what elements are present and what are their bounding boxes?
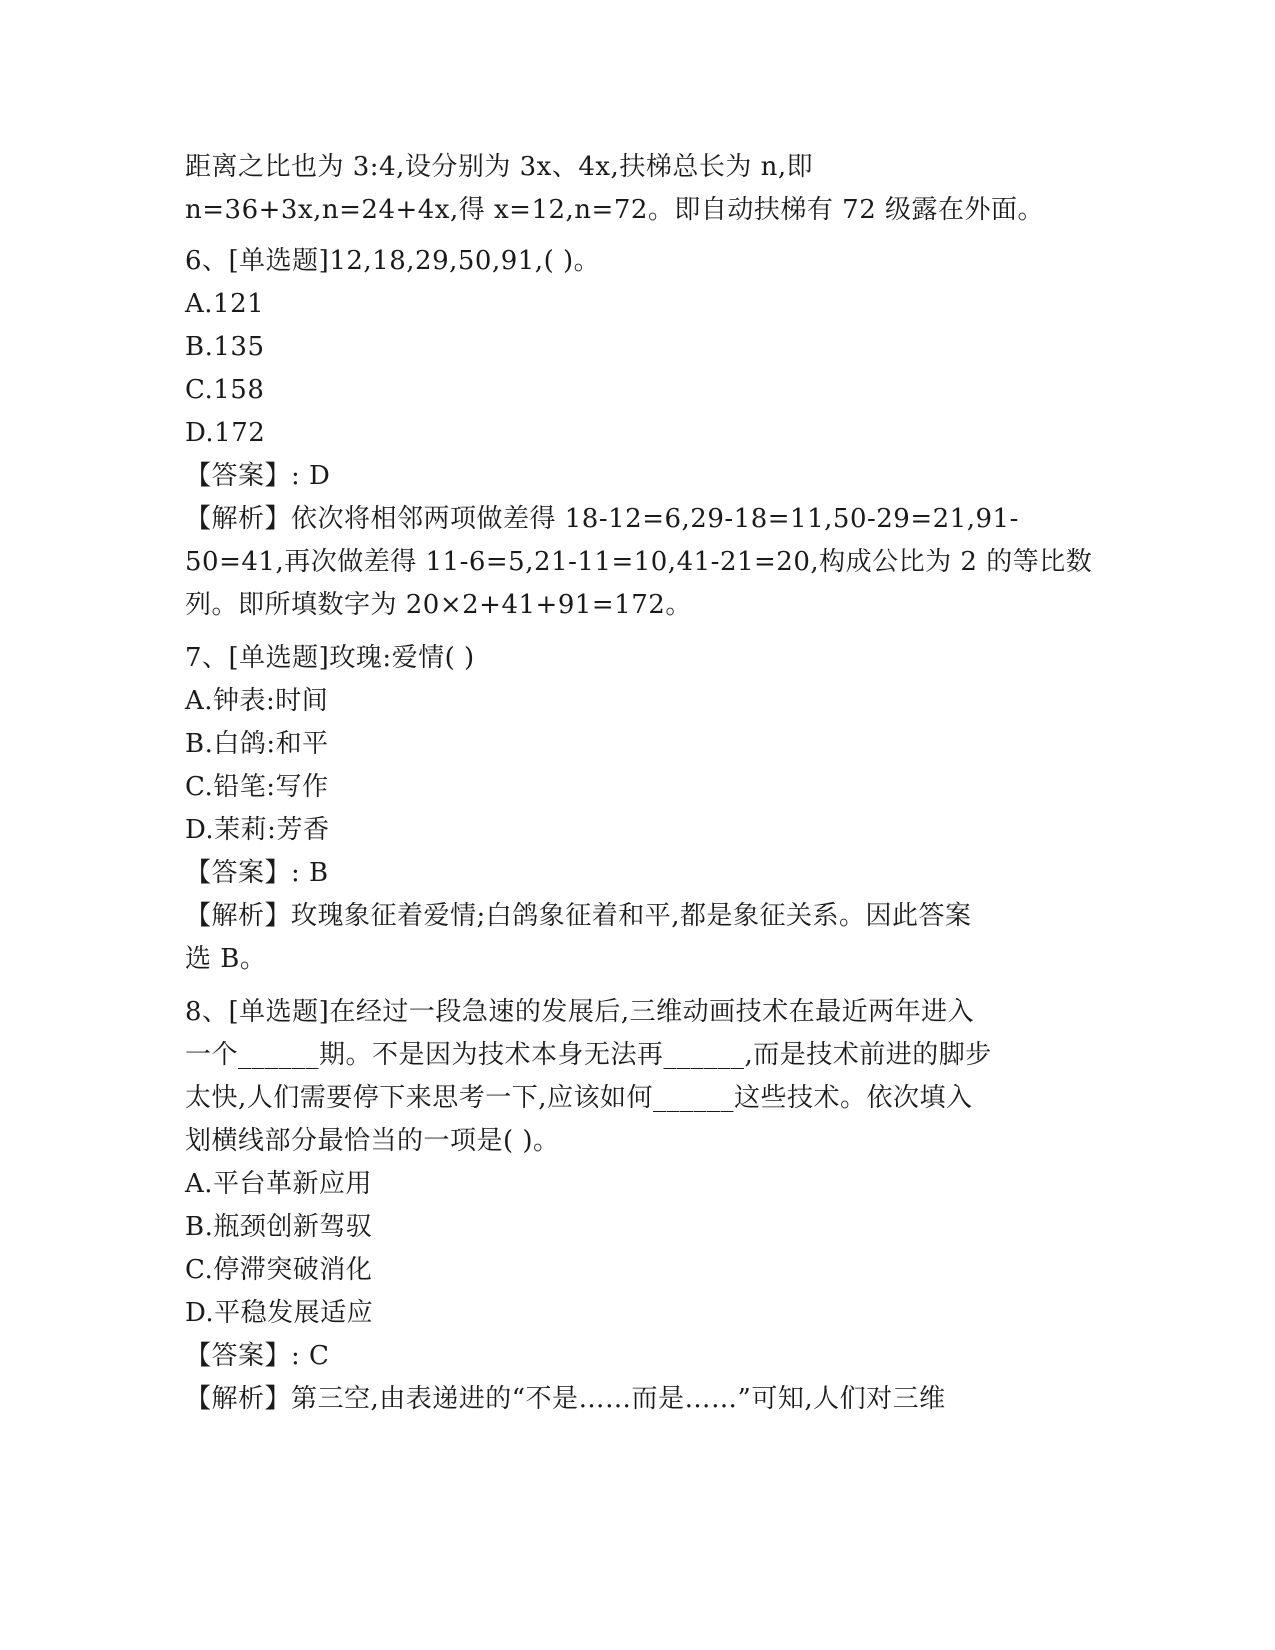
question-stem-line: 划横线部分最恰当的一项是( )。 xyxy=(185,1126,560,1156)
question-stem-line: 一个______期。不是因为技术本身无法再______,而是技术前进的脚步 xyxy=(185,1040,992,1070)
option-c: C.158 xyxy=(185,375,265,405)
analysis-line: 【解析】依次将相邻两项做差得 18-12=6,29-18=11,50-29=21,91- xyxy=(185,504,1019,534)
option-d: D.茉莉:芳香 xyxy=(185,815,330,845)
option-c: C.停滞突破消化 xyxy=(185,1255,373,1285)
option-d: D.平稳发展适应 xyxy=(185,1298,374,1328)
question-stem: 6、[单选题]12,18,29,50,91,( )。 xyxy=(185,246,601,276)
explanation-line: 距离之比也为 3:4,设分别为 3x、4x,扶梯总长为 n,即 xyxy=(185,152,814,182)
option-a: A.平台革新应用 xyxy=(185,1169,373,1199)
analysis-line: 列。即所填数字为 20×2+41+91=172。 xyxy=(185,590,692,620)
option-b: B.白鸽:和平 xyxy=(185,729,329,759)
option-a: A.121 xyxy=(185,289,265,319)
answer: 【答案】: C xyxy=(185,1341,330,1371)
analysis-line: 【解析】第三空,由表递进的“不是……而是……”可知,人们对三维 xyxy=(185,1384,946,1414)
option-a: A.钟表:时间 xyxy=(185,686,329,716)
analysis-line: 选 B。 xyxy=(185,944,267,974)
analysis-line: 50=41,再次做差得 11-6=5,21-11=10,41-21=20,构成公比为 2 的等比数 xyxy=(185,547,1093,577)
option-b: B.135 xyxy=(185,332,265,362)
option-c: C.铅笔:写作 xyxy=(185,772,329,802)
answer: 【答案】: B xyxy=(185,858,329,888)
option-b: B.瓶颈创新驾驭 xyxy=(185,1212,373,1242)
explanation-line: n=36+3x,n=24+4x,得 x=12,n=72。即自动扶梯有 72 级露在外面。 xyxy=(185,195,1045,225)
question-stem-line: 8、[单选题]在经过一段急速的发展后,三维动画技术在最近两年进入 xyxy=(185,997,975,1027)
question-7 xyxy=(185,637,1085,981)
question-6 xyxy=(185,240,1093,627)
question-8 xyxy=(185,991,1085,1421)
previous-explanation xyxy=(185,146,1085,232)
option-d: D.172 xyxy=(185,418,266,448)
document-page xyxy=(185,146,1093,1421)
answer: 【答案】: D xyxy=(185,461,331,491)
question-stem: 7、[单选题]玫瑰:爱情( ) xyxy=(185,643,475,673)
analysis-line: 【解析】玫瑰象征着爱情;白鸽象征着和平,都是象征关系。因此答案 xyxy=(185,901,972,931)
question-stem-line: 太快,人们需要停下来思考一下,应该如何______这些技术。依次填入 xyxy=(185,1083,973,1113)
